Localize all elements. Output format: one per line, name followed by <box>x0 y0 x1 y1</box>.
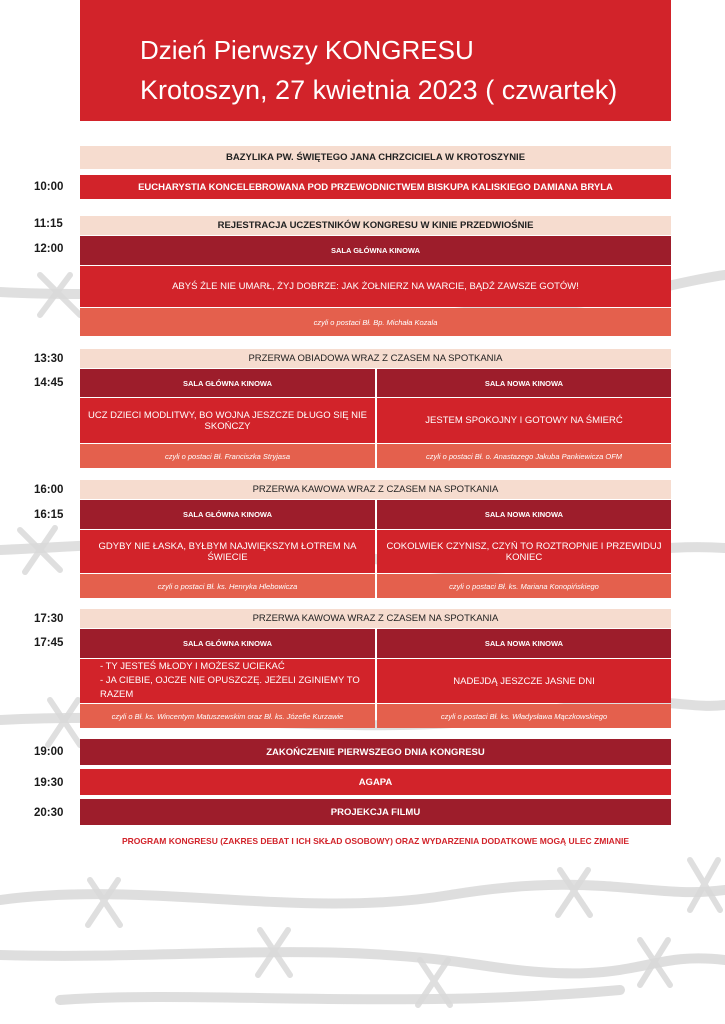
s2-left-title: UCZ DZIECI MODLITWY, BO WOJNA JESZCZE DŁUGO SIĘ NIE SKOŃCZY <box>80 398 375 443</box>
agape-bar: AGAPA <box>80 769 671 795</box>
s3-left-hall: SALA GŁÓWNA KINOWA <box>80 500 375 529</box>
coffee-break-2-bar: PRZERWA KAWOWA WRAZ Z CZASEM NA SPOTKANIA <box>80 609 671 628</box>
s4-left-title-line-1: - TY JESTEŚ MŁODY I MOŻESZ UCIEKAĆ <box>100 661 285 672</box>
s2-left-hall: SALA GŁÓWNA KINOWA <box>80 369 375 397</box>
s2-left-subtitle: czyli o postaci Bł. Franciszka Stryjasa <box>80 444 375 468</box>
time-1745: 17:45 <box>34 637 64 649</box>
s3-right-title: COKOLWIEK CZYNISZ, CZYŃ TO ROZTROPNIE I PRZEWIDUJ KONIEC <box>377 530 671 573</box>
time-1000: 10:00 <box>34 181 64 193</box>
title-line-2: Krotoszyn, 27 kwietnia 2023 ( czwartek) <box>140 75 618 105</box>
registration-bar: REJESTRACJA UCZESTNIKÓW KONGRESU W KINIE PRZEDWIOŚNIE <box>80 216 671 235</box>
header-banner <box>80 0 671 121</box>
s2-right-subtitle: czyli o postaci Bł. o. Anastazego Jakuba Pankiewicza OFM <box>377 444 671 468</box>
title-line-1: Dzień Pierwszy KONGRESU <box>140 35 474 65</box>
time-1730: 17:30 <box>34 613 64 625</box>
time-1930: 19:30 <box>34 777 64 789</box>
s4-right-subtitle: czyli o postaci Bł. ks. Władysława Mączkowskiego <box>377 704 671 728</box>
program-change-note: PROGRAM KONGRESU (ZAKRES DEBAT I ICH SKŁAD OSOBOWY) ORAZ WYDARZENIA DODATKOWE MOGĄ ULEC ZMIANIE <box>122 836 629 846</box>
lunch-break-bar: PRZERWA OBIADOWA WRAZ Z CZASEM NA SPOTKANIA <box>80 349 671 368</box>
s2-right-title: JESTEM SPOKOJNY I GOTOWY NA ŚMIERĆ <box>377 398 671 443</box>
time-1600: 16:00 <box>34 484 64 496</box>
s1-title: ABYŚ ŹLE NIE UMARŁ, ŻYJ DOBRZE: JAK ŻOŁNIERZ NA WARCIE, BĄDŹ ZAWSZE GOTÓW! <box>80 266 671 307</box>
s1-subtitle: czyli o postaci Bł. Bp. Michała Kozala <box>80 308 671 336</box>
s3-left-subtitle: czyli o postaci Bł. ks. Henryka Hlebowicza <box>80 574 375 598</box>
s3-right-hall: SALA NOWA KINOWA <box>377 500 671 529</box>
film-bar: PROJEKCJA FILMU <box>80 799 671 825</box>
s4-left-title <box>80 659 375 703</box>
s3-right-subtitle: czyli o postaci Bł. ks. Mariana Konopińskiego <box>377 574 671 598</box>
time-1900: 19:00 <box>34 746 64 758</box>
time-1200: 12:00 <box>34 243 64 255</box>
s4-left-title-line-2: - JA CIEBIE, OJCZE NIE OPUSZCZĘ. JEŻELI ZGINIEMY TO RAZEM <box>100 675 360 700</box>
venue-bar: BAZYLIKA PW. ŚWIĘTEGO JANA CHRZCICIELA W KROTOSZYNIE <box>80 146 671 169</box>
s4-left-hall: SALA GŁÓWNA KINOWA <box>80 629 375 658</box>
coffee-break-1-bar: PRZERWA KAWOWA WRAZ Z CZASEM NA SPOTKANIA <box>80 480 671 499</box>
closing-bar: ZAKOŃCZENIE PIERWSZEGO DNIA KONGRESU <box>80 739 671 765</box>
time-1445: 14:45 <box>34 377 64 389</box>
mass-bar: EUCHARYSTIA KONCELEBROWANA POD PRZEWODNICTWEM BISKUPA KALISKIEGO DAMIANA BRYLA <box>80 175 671 199</box>
s4-right-title: NADEJDĄ JESZCZE JASNE DNI <box>377 659 671 703</box>
s1-hall: SALA GŁÓWNA KINOWA <box>80 236 671 265</box>
time-2030: 20:30 <box>34 807 64 819</box>
time-1115: 11:15 <box>34 218 63 230</box>
s4-right-hall: SALA NOWA KINOWA <box>377 629 671 658</box>
s2-right-hall: SALA NOWA KINOWA <box>377 369 671 397</box>
s3-left-title: GDYBY NIE ŁASKA, BYŁBYM NAJWIĘKSZYM ŁOTREM NA ŚWIECIE <box>80 530 375 573</box>
time-1330: 13:30 <box>34 353 64 365</box>
time-1615: 16:15 <box>34 509 64 521</box>
s4-left-subtitle: czyli o Bł. ks. Wincentym Matuszewskim oraz Bł. ks. Józefie Kurzawie <box>80 704 375 728</box>
